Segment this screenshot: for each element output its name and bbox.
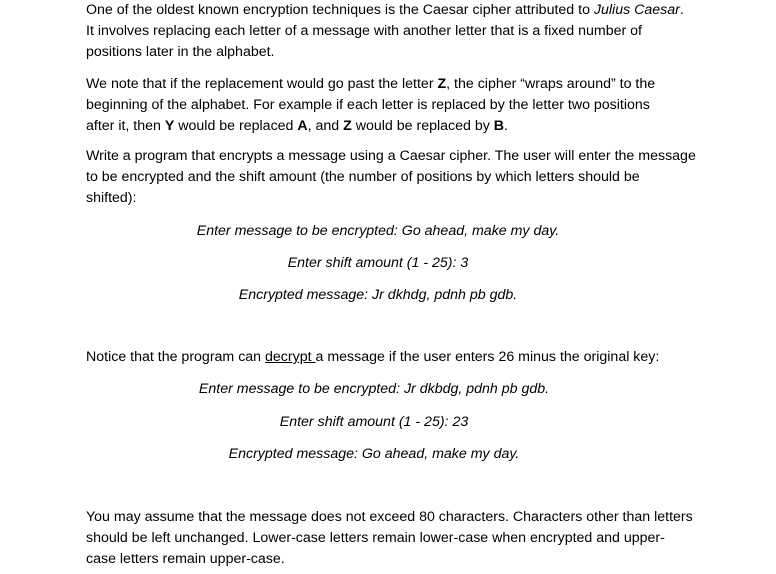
example2-result: Encrypted message: Go ahead, make my day. — [228, 446, 520, 462]
assume-line-3: case letters remain upper-case. — [86, 551, 285, 567]
decrypt-text: Notice that the program can — [86, 349, 266, 365]
intro-line-1 — [86, 0, 726, 21]
letter-z: Z — [343, 118, 352, 134]
decrypt-line — [86, 347, 726, 368]
wrap-text: , and — [307, 118, 344, 134]
task-line-3: shifted): — [86, 190, 137, 206]
decrypt-word: decrypt — [265, 349, 316, 365]
example2-prompt: Enter message to be encrypted: Jr dkbdg, pdnh pb gdb. — [198, 381, 550, 397]
example1-result: Encrypted message: Jr dkhdg, pdnh pb gdb. — [238, 287, 518, 303]
intro-text: One of the oldest known encryption techniques is the Caesar cipher attributed to — [86, 2, 594, 18]
task-line-2: to be encrypted and the shift amount (the number of positions by which letters should be — [86, 169, 640, 185]
assume-line-1: You may assume that the message does not exceed 80 characters. Characters other than letters — [86, 509, 693, 525]
intro-line-2: It involves replacing each letter of a message with another letter that is a fixed number of — [86, 23, 642, 39]
letter-b: B — [493, 118, 505, 134]
task-paragraph — [86, 146, 726, 209]
intro-period: . — [679, 2, 684, 18]
wrap-text: We note that if the replacement would go past the letter — [86, 76, 438, 92]
example1-shift: Enter shift amount (1 - 25): 3 — [287, 255, 469, 271]
wrap-text: after it, then — [86, 118, 165, 134]
decrypt-text: a message if the user enters 26 minus the original key: — [315, 349, 660, 365]
wrap-text: , the cipher “wraps around” to the — [446, 76, 656, 92]
assume-paragraph — [86, 507, 726, 570]
decrypt-paragraph — [86, 347, 726, 368]
letter-y: Y — [164, 118, 175, 134]
assume-line-2: should be left unchanged. Lower-case letters remain lower-case when encrypted and upper- — [86, 530, 665, 546]
intro-paragraph — [86, 0, 726, 63]
letter-z: Z — [437, 76, 447, 92]
task-line-1: Write a program that encrypts a message using a Caesar cipher. The user will enter the message — [86, 148, 696, 164]
wrap-text: . — [504, 118, 508, 134]
wrap-paragraph — [86, 74, 726, 137]
julius-caesar-name: Julius Caesar — [593, 2, 680, 18]
intro-line-3: positions later in the alphabet. — [86, 44, 275, 60]
wrap-line-3 — [86, 116, 726, 137]
letter-a: A — [297, 118, 308, 134]
example2-shift: Enter shift amount (1 - 25): 23 — [279, 414, 469, 430]
wrap-text: would be replaced — [174, 118, 298, 134]
wrap-line-2: beginning of the alphabet. For example if each letter is replaced by the letter two positions — [86, 97, 650, 113]
wrap-text: would be replaced by — [351, 118, 494, 134]
wrap-line-1 — [86, 74, 726, 95]
example1-prompt: Enter message to be encrypted: Go ahead, make my day. — [196, 223, 560, 239]
